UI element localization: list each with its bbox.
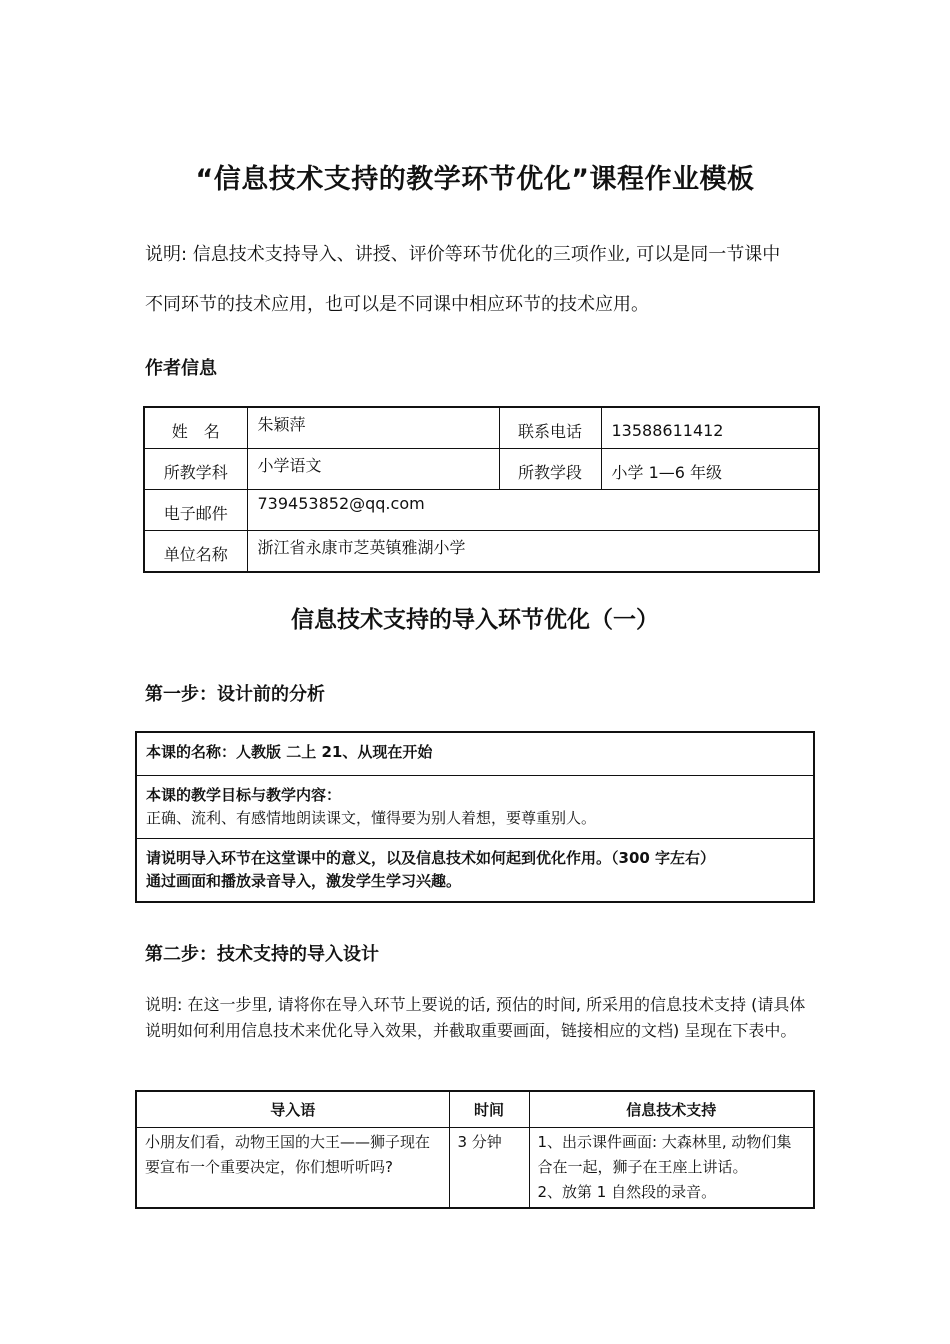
goal-cell (136, 776, 814, 839)
speech-cell: 小朋友们看，动物王国的大王——狮子现在要宣布一个重要决定，你们想听听吗? (136, 1128, 449, 1209)
instruction-line-2: 不同环节的技术应用，也可以是不同课中相应环节的技术应用。 (145, 294, 649, 315)
header-time: 时间 (449, 1091, 529, 1128)
table-row (144, 449, 819, 490)
support-cell (529, 1128, 814, 1209)
org-label: 单位名称 (144, 531, 247, 573)
time-cell: 3 分钟 (449, 1128, 529, 1209)
table-row (136, 776, 814, 839)
step2-heading: 第二步：技术支持的导入设计 (145, 944, 379, 965)
table-header-row (136, 1091, 814, 1128)
support-item-1: 1、出示课件画面: 大森林里, 动物们集合在一起，狮子在王座上讲话。 (537, 1133, 792, 1176)
goal-label: 本课的教学目标与教学内容： (146, 786, 342, 804)
meaning-text: 通过画面和播放录音导入，激发学生学习兴趣。 (146, 872, 462, 890)
support-item-2: 2、放第 1 自然段的录音。 (537, 1183, 717, 1201)
meaning-cell (136, 839, 814, 903)
grade-label: 所教学段 (499, 449, 601, 490)
name-value: 朱颖萍 (247, 407, 499, 449)
org-value: 浙江省永康市芝英镇雅湖小学 (247, 531, 819, 573)
analysis-table (135, 731, 815, 903)
grade-value: 小学 1—6 年级 (601, 449, 819, 490)
meaning-label: 请说明导入环节在这堂课中的意义，以及信息技术如何起到优化作用。（300 字左右） (146, 849, 716, 867)
lesson-name: 本课的名称：人教版 二上 21、从现在开始 (136, 732, 814, 776)
header-support: 信息技术支持 (529, 1091, 814, 1128)
author-info-table (143, 406, 820, 573)
goal-text: 正确、流利、有感情地朗读课文，懂得要为别人着想，要尊重别人。 (146, 809, 597, 827)
table-row (144, 490, 819, 531)
subject-label: 所教学科 (144, 449, 247, 490)
phone-value: 13588611412 (601, 407, 819, 449)
phone-label: 联系电话 (499, 407, 601, 449)
author-info-heading: 作者信息 (145, 358, 217, 379)
section-title: 信息技术支持的导入环节优化（一） (291, 607, 659, 633)
step2-note: 说明: 在这一步里, 请将你在导入环节上要说的话, 预估的时间, 所采用的信息技术支持 (请具体说明如何利用信息技术来优化导入效果，并截取重要画面，链接相应的文档) 呈现在下表中。 (145, 995, 806, 1040)
table-row (136, 839, 814, 903)
intro-design-table (135, 1090, 815, 1209)
subject-value: 小学语文 (247, 449, 499, 490)
table-row (136, 1128, 814, 1209)
page-title: “信息技术支持的教学环节优化”课程作业模板 (195, 164, 755, 195)
email-value: 739453852@qq.com (247, 490, 819, 531)
name-label: 姓 名 (144, 407, 247, 449)
email-label: 电子邮件 (144, 490, 247, 531)
table-row (144, 531, 819, 573)
table-row (136, 732, 814, 776)
instruction-line-1: 说明: 信息技术支持导入、讲授、评价等环节优化的三项作业, 可以是同一节课中 (145, 244, 781, 265)
table-row (144, 407, 819, 449)
step1-heading: 第一步：设计前的分析 (145, 684, 325, 705)
header-speech: 导入语 (136, 1091, 449, 1128)
